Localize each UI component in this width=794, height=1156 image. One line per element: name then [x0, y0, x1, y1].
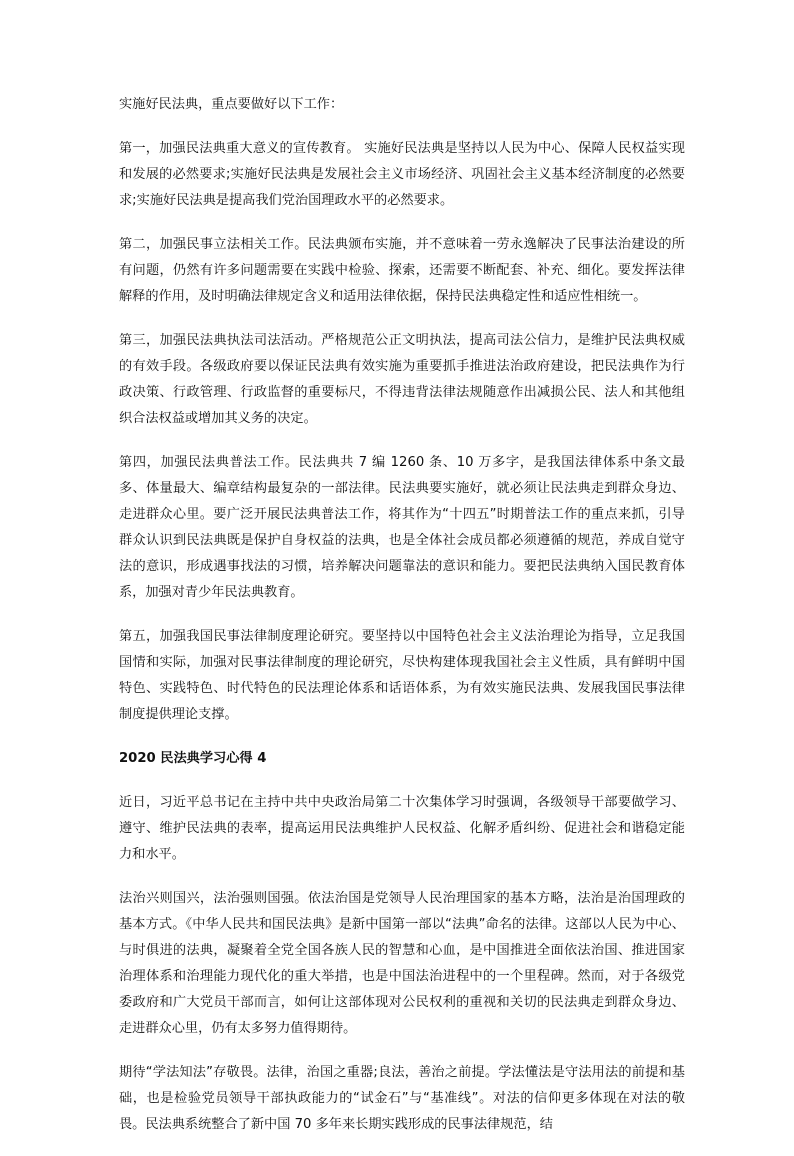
document-page	[119, 92, 685, 1156]
paragraph-intro-study: 近日，习近平总书记在主持中共中央政治局第二十次集体学习时强调，各级领导干部要做学习、遵守、维护民法典的表率，提高运用民法典维护人民权益、化解矛盾纠纷、促进社会和谐稳定能力和水平。	[119, 795, 685, 862]
intro-paragraph: 实施好民法典，重点要做好以下工作：	[119, 97, 344, 112]
section-heading: 2020 民法典学习心得 4	[119, 751, 267, 766]
paragraph-learn-law: 期待“学法知法”存敬畏。法律，治国之重器;良法，善治之前提。学法懂法是守法用法的前提和基础，也是检验党员领导干部执政能力的“试金石”与“基准线”。对法的信仰更多体现在对法的敬畏。民法典系统整合了新中国 70 多年来长期实践形成的民事法律规范，结	[119, 1065, 685, 1132]
paragraph-first-point: 第一，加强民法典重大意义的宣传教育。 实施好民法典是坚持以人民为中心、保障人民权益实现和发展的必然要求;实施好民法典是发展社会主义市场经济、巩固社会主义基本经济制度的必然要求;实施好民法典是提高我们党治国理政水平的必然要求。	[119, 141, 685, 208]
paragraph-fourth-point: 第四，加强民法典普法工作。民法典共 7 编 1260 条、10 万多字，是我国法律体系中条文最多、体量最大、编章结构最复杂的一部法律。民法典要实施好，就必须让民法典走到群众身边、走进群众心里。要广泛开展民法典普法工作，将其作为“十四五”时期普法工作的重点来抓，引导群众认识到民法典既是保护自身权益的法典，也是全体社会成员都必须遵循的规范，养成自觉守法的意识，形成遇事找法的习惯，培养解决问题靠法的意识和能力。要把民法典纳入国民教育体系，加强对青少年民法典教育。	[119, 455, 685, 600]
paragraph-fifth-point: 第五，加强我国民事法律制度理论研究。要坚持以中国特色社会主义法治理论为指导，立足我国国情和实际，加强对民事法律制度的理论研究，尽快构建体现我国社会主义性质，具有鲜明中国特色、实践特色、时代特色的民法理论体系和话语体系，为有效实施民法典、发展我国民事法律制度提供理论支撑。	[119, 629, 685, 722]
paragraph-rule-of-law: 法治兴则国兴，法治强则国强。依法治国是党领导人民治理国家的基本方略，法治是治国理政的基本方式。《中华人民共和国民法典》是新中国第一部以“法典”命名的法律。这部以人民为中心、与时俱进的法典，凝聚着全党全国各族人民的智慧和心血，是中国推进全面依法治国、推进国家治理体系和治理能力现代化的重大举措，也是中国法治进程中的一个里程碑。然而，对于各级党委政府和广大党员干部而言，如何让这部体现对公民权利的重视和关切的民法典走到群众身边、走进群众心里，仍有太多努力值得期待。	[119, 891, 685, 1036]
paragraph-second-point: 第二，加强民事立法相关工作。民法典颁布实施，并不意味着一劳永逸解决了民事法治建设的所有问题，仍然有许多问题需要在实践中检验、探索，还需要不断配套、补充、细化。要发挥法律解释的作用，及时明确法律规定含义和适用法律依据，保持民法典稳定性和适应性相统一。	[119, 237, 685, 304]
paragraph-third-point: 第三，加强民法典执法司法活动。严格规范公正文明执法，提高司法公信力，是维护民法典权威的有效手段。各级政府要以保证民法典有效实施为重要抓手推进法治政府建设，把民法典作为行政决策、行政管理、行政监督的重要标尺，不得违背法律法规随意作出减损公民、法人和其他组织合法权益或增加其义务的决定。	[119, 333, 685, 426]
